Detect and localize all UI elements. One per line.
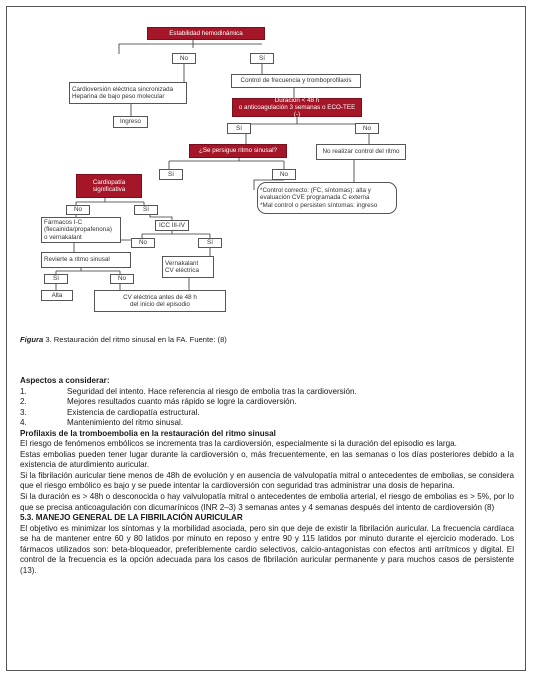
node-vernakalant: Vernakalant CV eléctrica: [162, 256, 214, 278]
list-item: 2. Mejores resultados cuanto más rápido se logre la cardioversión.: [20, 397, 297, 407]
label-no: No: [66, 205, 90, 215]
node-revierte: Revierte a ritmo sinusal: [41, 252, 131, 268]
paragraph: Estas embolias pueden tener lugar durante la cardioversión o, más frecuentemente, en las semanas o los días posteriores debido a la existencia de aturdimiento auricular.: [20, 449, 514, 470]
node-duracion: Duración < 48 h o anticoagulación 3 semanas o ECO-TEE (-): [232, 98, 362, 117]
aspectos-heading: Aspectos a considerar:: [20, 376, 110, 385]
label-si: Sí: [134, 205, 158, 215]
profilaxis-heading: Profilaxis de la tromboembolia en la restauración del ritmo sinusal: [20, 428, 276, 438]
paragraph: Si la duración es > 48h o desconocida o hay valvulopatía mitral o antecedentes de embolia arterial, el riesgo de embolias es > 5%, por lo que se precisa anticoagulación con dicumarínicos (INR 2–3) 3 semanas antes y 4 semanas después del intento de cardioversión (8): [20, 492, 514, 512]
section-heading: 5.3. MANEJO GENERAL DE LA FIBRILACIÓN AURICULAR: [20, 513, 243, 523]
figure-caption: [20, 335, 227, 344]
node-cardiopatia: Cardiopatía significativa: [76, 174, 142, 198]
caption-label: Figura: [20, 335, 44, 344]
list-item: 3. Existencia de cardiopatía estructural.: [20, 407, 200, 417]
node-control-correcto: *Control correcto: (FC, síntomas): alta y evaluación CVE programada C externa *Mal control o persisten síntomas: ingreso: [257, 182, 397, 214]
label-si: Sí: [198, 238, 222, 248]
list-item: 1. Seguridad del intento. Hace referencia al riesgo de embolia tras la cardioversión.: [20, 386, 357, 396]
label-si: Sí: [44, 274, 68, 284]
node-icc: ICC III-IV: [155, 220, 189, 231]
node-ingreso: Ingreso: [113, 116, 148, 128]
label-si: Sí: [227, 123, 251, 134]
node-estabilidad: Estabilidad hemodinámica: [147, 27, 265, 40]
body-text: [20, 376, 514, 576]
label-no: No: [110, 274, 134, 284]
paragraph: El objetivo es minimizar los síntomas y la morbilidad asociada, pero sin que deje de existir la fibrilación auricular. La frecuencia cardíaca se ha de mantener entre 60 y 80 latidos por minuto en reposo y entre 90 y 115 latidos por minuto durante el ejercicio moderado. Los fármacos utilizados son: beta-bloqueador, preferiblemente cardio selectivos, calcio-antagonistas con efectos anti arrítmicos y digital. El control de la frecuencia es la opción adecuada para los casos de fibrilación auricular permanente y para muchos casos de persistente (13).: [20, 523, 514, 575]
label-no: No: [272, 169, 296, 180]
flowchart: [14, 12, 519, 330]
paragraph: Si la fibrilación auricular tiene menos de 48h de evolución y en ausencia de valvulopatía mitral o antecedentes de embolias, se considera que el riesgo embólico es bajo y se puede intentar la cardioversión con seguridad tras administrar una dosis de heparina.: [20, 470, 514, 491]
paragraph: El riesgo de fenómenos embólicos se incrementa tras la cardioversión, especialmente si la duración del episodio es larga.: [20, 439, 457, 449]
node-control-frecuencia: Control de frecuencia y tromboprofilaxis: [231, 74, 361, 88]
node-persigue-ritmo: ¿Se persigue ritmo sinusal?: [189, 144, 287, 158]
label-no: No: [131, 238, 155, 248]
node-alta: Alta: [41, 290, 73, 301]
node-no-realizar: No realizar control del ritmo: [316, 144, 406, 160]
node-farmacos: Fármacos I-C (flecainida/propafenona) o vernakalant: [41, 217, 121, 243]
node-cv-electrica-48h: CV eléctrica antes de 48 h del inicio del episodio: [94, 290, 226, 312]
node-cardioversion-electrica: Cardioversión eléctrica sincronizada Heparina de bajo peso molecular: [69, 82, 187, 104]
label-no: No: [172, 53, 196, 64]
label-no: No: [355, 123, 379, 134]
list-item: 4. Mantenimiento del ritmo sinusal.: [20, 418, 184, 428]
label-si: Sí: [159, 169, 183, 180]
caption-text: 3. Restauración del ritmo sinusal en la FA. Fuente: (8): [43, 335, 227, 344]
label-si: Sí: [250, 53, 274, 64]
